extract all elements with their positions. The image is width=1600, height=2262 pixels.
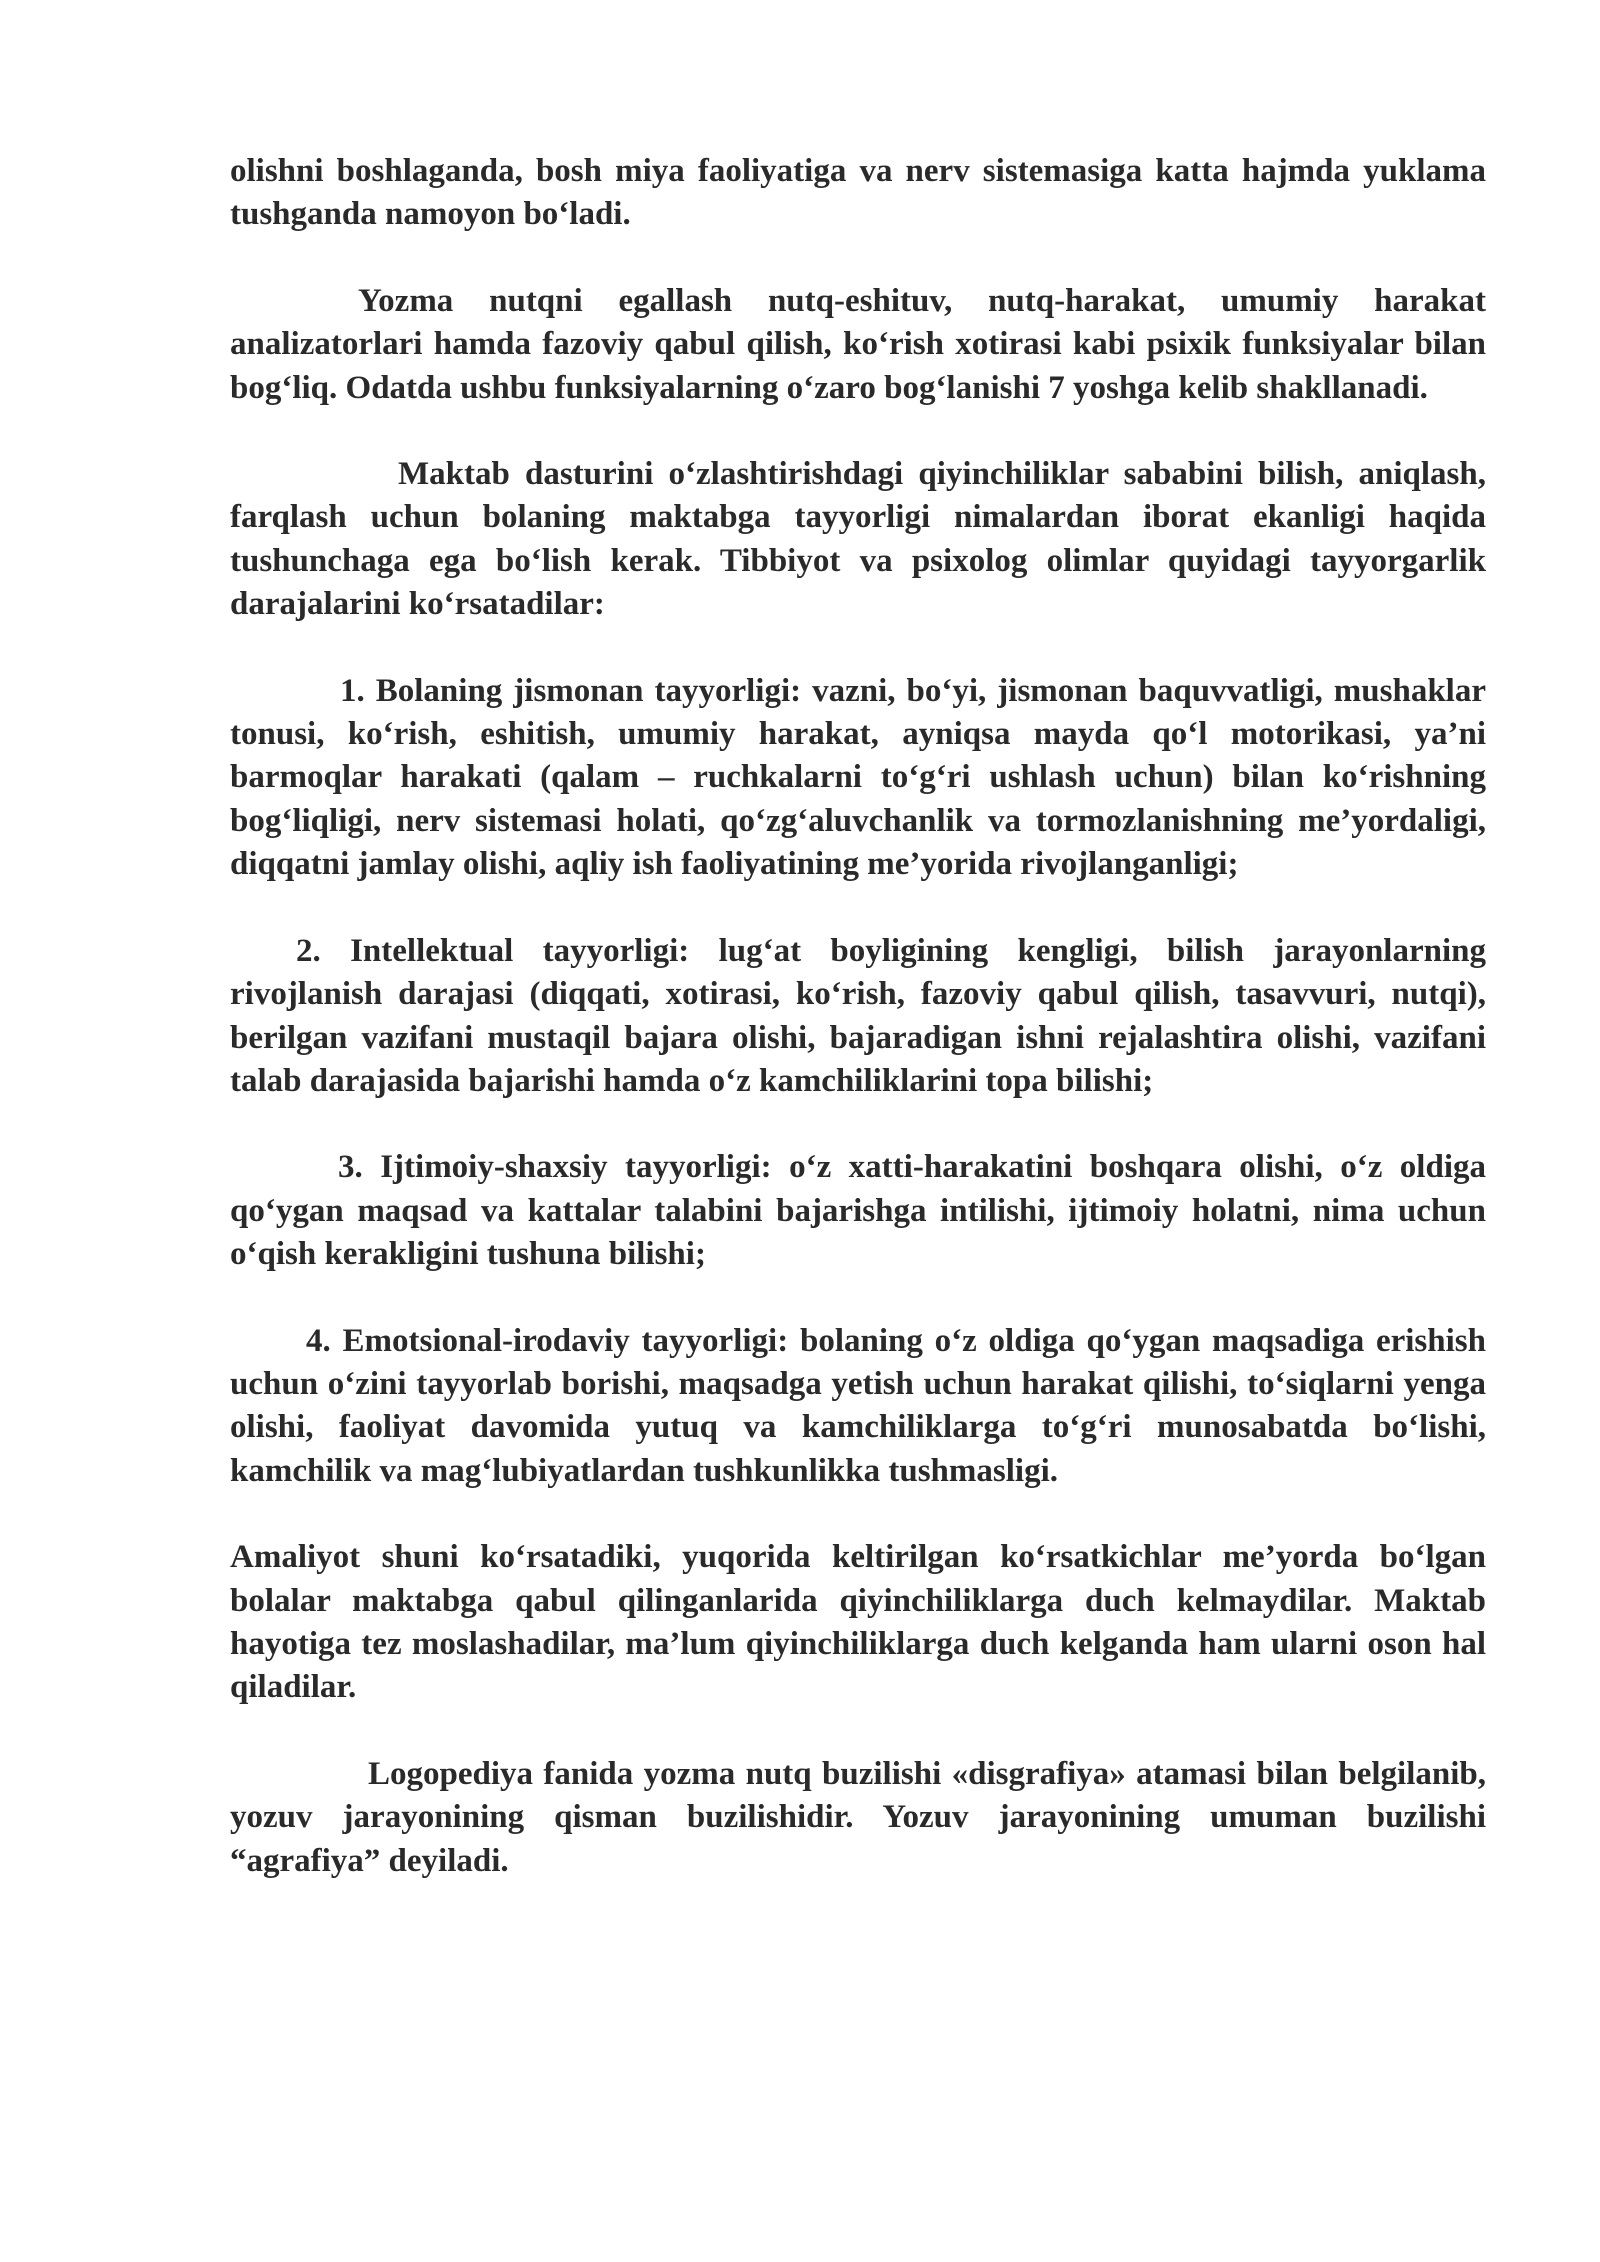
list-item-emotional-readiness: 4. Emotsional-irodaviy tayyorligi: bolaning o‘z oldiga qo‘ygan maqsadiga erishish uchun o‘zini tayyorlab borishi, maqsadga yetish uchun harakat qilishi, to‘siqlarni yenga olishi, faoliyat davomida yutuq va kamchiliklarga to‘g‘ri munosabatda bo‘lishi, kamchilik va mag‘lubiyatlardan tushkunlikka tushmasligi. [230, 1322, 1486, 1489]
document-body [230, 150, 1486, 1883]
paragraph-practice: Amaliyot shuni ko‘rsatadiki, yuqorida keltirilgan ko‘rsatkichlar me’yorda bo‘lgan bolalar maktabga qabul qilinganlarida qiyinchiliklarga duch kelmaydilar. Maktab hayotiga tez moslashadilar, ma’lum qiyinchiliklarga duch kelganda ham ularni oson hal qiladilar. [230, 1539, 1486, 1706]
paragraph-written-speech: Yozma nutqni egallash nutq-eshituv, nutq-harakat, umumiy harakat analizatorlari hamda fazoviy qabul qilish, ko‘rish xotirasi kabi psixik funksiyalar bilan bog‘liq. Odatda ushbu funksiyalarning o‘zaro bog‘lanishi 7 yoshga kelib shakllanadi. [230, 282, 1486, 406]
paragraph-continuation: olishni boshlaganda, bosh miya faoliyatiga va nerv sistemasiga katta hajmda yuklama tushganda namoyon bo‘ladi. [230, 153, 1486, 233]
list-item-physical-readiness: 1. Bolaning jismonan tayyorligi: vazni, bo‘yi, jismonan baquvvatligi, mushaklar tonusi, ko‘rish, eshitish, umumiy harakat, ayniqsa mayda qo‘l motorikasi, ya’ni barmoqlar harakati (qalam – ruchkalarni to‘g‘ri ushlash uchun) bilan ko‘rishning bog‘liqligi, nerv sistemasi holati, qo‘zg‘aluvchanlik va tormozlanishning me’yordaligi, diqqatni jamlay olishi, aqliy ish faoliyatining me’yorida rivojlanganligi; [230, 672, 1486, 883]
list-item-social-readiness: 3. Ijtimoiy-shaxsiy tayyorligi: o‘z xatti-harakatini boshqara olishi, o‘z oldiga qo‘ygan maqsad va kattalar talabini bajarishga intilishi, ijtimoiy holatni, nima uchun o‘qish kerakligini tushuna bilishi; [230, 1149, 1486, 1273]
list-item-intellectual-readiness: 2. Intellektual tayyorligi: lug‘at boyligining kengligi, bilish jarayonlarning rivojlanish darajasi (diqqati, xotirasi, ko‘rish, fazoviy qabul qilish, tasavvuri, nutqi), berilgan vazifani mustaqil bajara olishi, bajaradigan ishni rejalashtira olishi, vazifani talab darajasida bajarishi hamda o‘z kamchiliklarini topa bilishi; [230, 932, 1486, 1099]
paragraph-dysgraphia: Logopediya fanida yozma nutq buzilishi «disgrafiya» atamasi bilan belgilanib, yozuv jarayonining qisman buzilishidir. Yozuv jarayonining umuman buzilishi “agrafiya” deyiladi. [230, 1755, 1486, 1879]
paragraph-school-readiness: Maktab dasturini o‘zlashtirishdagi qiyinchiliklar sababini bilish, aniqlash, farqlash uchun bolaning maktabga tayyorligi nimalardan iborat ekanligi haqida tushunchaga ega bo‘lish kerak. Tibbiyot va psixolog olimlar quyidagi tayyorgarlik darajalarini ko‘rsatadilar: [230, 456, 1486, 623]
